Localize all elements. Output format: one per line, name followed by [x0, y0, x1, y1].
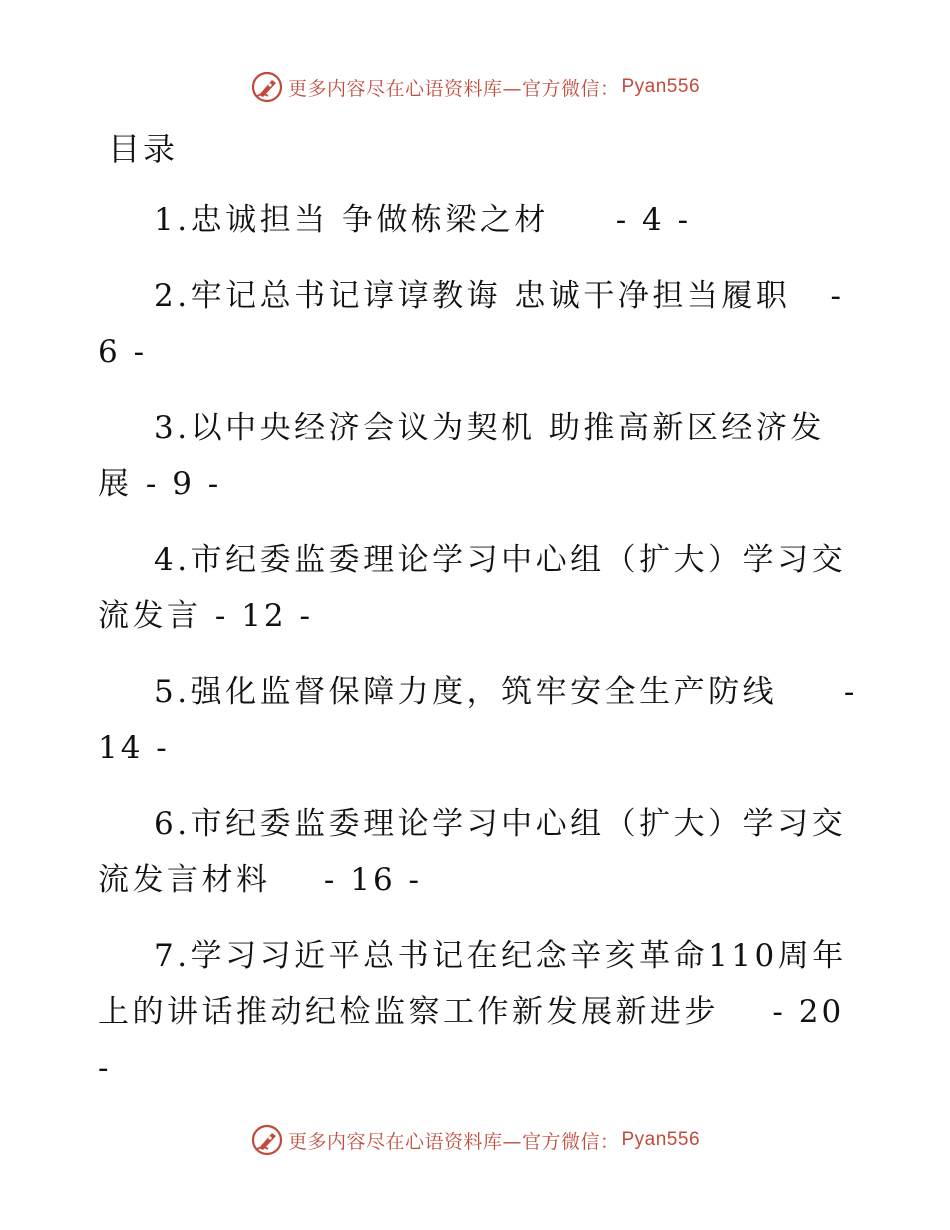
toc-entry-text: 7.学习习近平总书记在纪念辛亥革命110周年上的讲话推动纪检监察工作新发展新进步	[98, 938, 847, 1030]
pen-nib-logo-icon	[250, 70, 284, 104]
toc-entry	[98, 400, 858, 512]
toc-entry-page: - 6 -	[98, 278, 844, 370]
watermark-text: 更多内容尽在心语资料库—官方微信：	[287, 1130, 620, 1153]
watermark-handle: Pyan556	[621, 1129, 701, 1150]
toc-entry-page: - 14 -	[98, 674, 858, 766]
watermark-handle: Pyan556	[621, 76, 701, 97]
toc-entry-page: - 16 -	[323, 862, 423, 898]
toc-entry-page: - 4 -	[615, 202, 692, 238]
header-watermark	[0, 70, 950, 104]
toc-entry-page: - 20 -	[98, 994, 845, 1086]
toc-title: 目录	[108, 130, 179, 168]
pen-nib-logo-icon	[250, 1123, 284, 1157]
watermark-text: 更多内容尽在心语资料库—官方微信：	[287, 77, 620, 100]
toc-entry-text: 5.强化监督保障力度，筑牢安全生产防线	[154, 674, 778, 710]
toc-entry-page: - 12 -	[214, 598, 313, 634]
footer-watermark	[0, 1123, 950, 1157]
toc-entry	[98, 928, 858, 1096]
toc-entry-text: 1.忠诚担当 争做栋梁之材	[154, 202, 549, 238]
toc-entry	[98, 192, 858, 248]
toc-entry	[98, 268, 858, 380]
toc-entry	[98, 796, 858, 908]
toc-entry-text: 4.市纪委监委理论学习中心组（扩大）学习交流发言	[98, 542, 847, 634]
toc-entry	[98, 532, 858, 644]
toc-entry-text: 6.市纪委监委理论学习中心组（扩大）学习交流发言材料	[98, 806, 847, 898]
toc-entry-text: 2.牢记总书记谆谆教诲 忠诚干净担当履职	[154, 278, 791, 314]
toc-entry	[98, 664, 858, 776]
toc-entry-text: 3.以中央经济会议为契机 助推高新区经济发展	[98, 410, 825, 502]
toc-entry-page: - 9 -	[145, 466, 222, 502]
